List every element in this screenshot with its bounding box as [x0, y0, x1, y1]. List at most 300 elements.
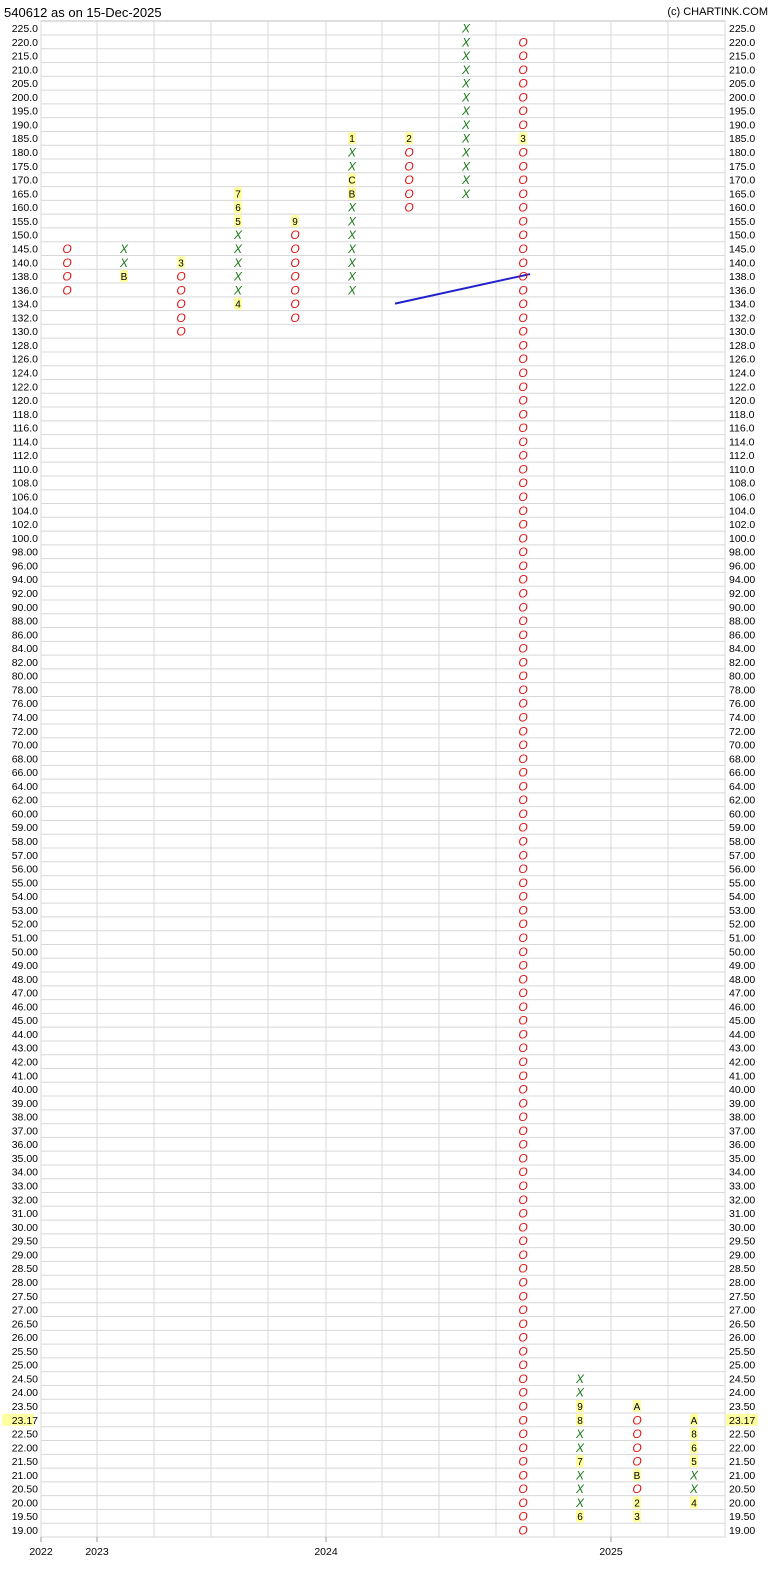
x-mark: X: [233, 228, 243, 243]
y-tick-label-right: 53.00: [729, 904, 756, 917]
y-tick-label-right: 108.0: [729, 477, 756, 490]
month-marker: 2: [634, 1498, 640, 1510]
o-mark: O: [518, 1110, 528, 1125]
month-marker: 9: [577, 1402, 583, 1413]
o-mark: O: [632, 1440, 642, 1455]
y-tick-label-left: 23.50: [11, 1401, 38, 1413]
o-mark: O: [518, 1330, 528, 1345]
y-tick-label-left: 32.00: [11, 1194, 38, 1207]
y-tick-label-right: 60.00: [729, 808, 756, 821]
x-mark: X: [119, 255, 129, 270]
o-mark: O: [518, 958, 528, 973]
o-mark: O: [518, 1137, 528, 1152]
y-tick-label-right: 34.00: [729, 1166, 756, 1179]
y-tick-label-left: 34.00: [11, 1166, 38, 1179]
y-axis-right: [726, 23, 758, 1537]
y-tick-label-right: 185.0: [729, 133, 756, 146]
o-mark: O: [518, 297, 528, 312]
y-tick-label-left: 28.00: [11, 1276, 38, 1289]
y-tick-label-left: 44.00: [11, 1028, 38, 1041]
month-marker: 9: [292, 216, 298, 228]
o-mark: O: [518, 641, 528, 656]
y-tick-label-left: 205.0: [11, 78, 38, 91]
o-mark: O: [404, 200, 414, 215]
o-mark: O: [518, 214, 528, 229]
o-mark: O: [518, 1096, 528, 1111]
y-tick-label-left: 94.00: [11, 574, 38, 587]
x-mark: X: [461, 145, 471, 160]
y-tick-label-left: 20.50: [11, 1483, 38, 1496]
y-tick-label-right: 41.00: [729, 1070, 756, 1083]
o-mark: O: [518, 379, 528, 394]
y-tick-label-left: 51.00: [11, 932, 38, 945]
o-mark: O: [404, 145, 414, 160]
o-mark: O: [518, 1261, 528, 1276]
y-tick-label-left: 28.50: [11, 1263, 38, 1276]
y-tick-label-left: 88.00: [11, 615, 38, 628]
y-tick-label-right: 130.0: [729, 326, 756, 339]
o-mark: O: [632, 1454, 642, 1469]
o-mark: O: [62, 269, 72, 284]
o-mark: O: [518, 1399, 528, 1414]
o-mark: O: [518, 462, 528, 477]
y-tick-label-left: 25.50: [11, 1345, 38, 1358]
o-mark: O: [518, 1316, 528, 1331]
o-mark: O: [518, 696, 528, 711]
o-mark: O: [518, 421, 528, 436]
y-tick-label-right: 80.00: [729, 670, 756, 683]
y-tick-label-right: 66.00: [729, 767, 756, 780]
o-mark: O: [290, 255, 300, 270]
o-mark: O: [518, 710, 528, 725]
o-mark: O: [518, 1055, 528, 1069]
o-mark: O: [290, 297, 300, 312]
y-tick-label-right: 118.0: [729, 408, 755, 421]
y-tick-label-left: 200.0: [11, 91, 38, 104]
y-tick-label-right: 46.00: [729, 1001, 756, 1014]
o-mark: O: [518, 145, 528, 160]
o-mark: O: [518, 545, 528, 560]
o-mark: O: [176, 269, 186, 284]
x-mark: X: [461, 186, 471, 201]
x-tick-label: 2024: [314, 1546, 338, 1559]
y-tick-label-left: 215.0: [11, 50, 38, 63]
y-axis-left: [2, 23, 38, 1537]
y-tick-label-right: 120.0: [729, 395, 756, 408]
y-tick-label-right: 200.0: [729, 91, 756, 104]
y-tick-label-left: 27.00: [11, 1304, 38, 1317]
y-tick-label-left: 64.00: [11, 780, 38, 793]
y-tick-label-left: 72.00: [11, 725, 38, 738]
y-tick-label-right: 225.0: [729, 23, 756, 35]
y-tick-label-left: 37.00: [11, 1125, 38, 1138]
y-tick-label-right: 145.0: [729, 243, 756, 256]
x-mark: X: [347, 228, 357, 243]
y-tick-label-right: 72.00: [729, 725, 756, 738]
y-tick-label-left: 122.0: [11, 381, 38, 394]
month-marker: 4: [235, 299, 241, 311]
o-mark: O: [518, 1068, 528, 1083]
y-tick-label-right: 45.00: [729, 1015, 756, 1028]
y-tick-label-right: 55.00: [729, 877, 756, 890]
y-tick-label-right: 64.00: [729, 780, 756, 793]
y-tick-label-right: 31.00: [729, 1208, 756, 1221]
y-tick-label-left: 24.00: [11, 1387, 38, 1400]
o-mark: O: [62, 283, 72, 298]
o-mark: O: [62, 241, 72, 256]
y-tick-label-left: 108.0: [11, 477, 38, 490]
y-tick-label-right: 92.00: [729, 587, 756, 600]
y-tick-label-left: 23.17: [11, 1414, 38, 1427]
y-tick-label-right: 102.0: [729, 519, 756, 532]
month-marker: B: [348, 189, 356, 201]
o-mark: O: [62, 255, 72, 270]
y-tick-label-right: 94.00: [729, 574, 756, 587]
o-mark: O: [518, 1192, 528, 1207]
y-tick-label-right: 150.0: [729, 229, 756, 242]
y-tick-label-right: 84.00: [729, 643, 756, 656]
y-tick-label-left: 185.0: [11, 133, 38, 146]
y-tick-label-left: 126.0: [11, 353, 38, 366]
y-tick-label-left: 98.00: [11, 546, 38, 559]
y-tick-label-left: 175.0: [11, 160, 38, 173]
y-tick-label-right: 40.00: [729, 1084, 756, 1097]
o-mark: O: [518, 669, 528, 684]
y-tick-label-left: 29.50: [11, 1235, 38, 1248]
y-tick-label-left: 138.0: [11, 271, 38, 284]
o-mark: O: [176, 324, 186, 339]
o-mark: O: [518, 1440, 528, 1455]
o-mark: O: [518, 448, 528, 463]
month-marker: B: [633, 1470, 641, 1482]
y-tick-label-right: 195.0: [729, 105, 756, 118]
o-mark: O: [518, 999, 528, 1014]
month-marker: 3: [634, 1512, 640, 1524]
y-tick-label-right: 122.0: [729, 381, 756, 394]
y-tick-label-left: 100.0: [11, 532, 38, 545]
y-tick-label-right: 37.00: [729, 1125, 756, 1138]
y-tick-label-left: 80.00: [11, 670, 38, 683]
y-tick-label-right: 24.00: [729, 1387, 756, 1400]
o-mark: O: [518, 1385, 528, 1400]
y-tick-label-right: 126.0: [729, 353, 756, 366]
y-tick-label-right: 52.00: [729, 918, 756, 931]
x-mark: X: [347, 269, 357, 284]
y-tick-label-left: 112.0: [12, 450, 38, 463]
y-tick-label-right: 35.00: [729, 1152, 756, 1165]
y-tick-label-right: 86.00: [729, 629, 756, 642]
o-mark: O: [518, 600, 528, 615]
o-mark: O: [176, 283, 186, 298]
chart-title: 540612 as on 15-Dec-2025: [4, 5, 162, 20]
y-tick-label-right: 106.0: [729, 491, 756, 504]
x-mark: X: [347, 214, 357, 229]
y-tick-label-right: 88.00: [729, 615, 756, 628]
y-tick-label-left: 150.0: [11, 229, 38, 242]
grid-lines: [41, 21, 725, 1537]
o-mark: O: [518, 751, 528, 766]
o-mark: O: [518, 200, 528, 215]
o-mark: O: [518, 1344, 528, 1359]
y-tick-label-right: 20.50: [729, 1483, 756, 1496]
o-mark: O: [518, 228, 528, 243]
o-mark: O: [518, 352, 528, 367]
month-marker: 6: [235, 203, 241, 215]
month-marker: 5: [235, 216, 241, 228]
month-marker: 6: [691, 1443, 697, 1455]
y-tick-label-left: 21.00: [11, 1469, 38, 1482]
o-mark: O: [518, 269, 528, 284]
o-mark: O: [518, 889, 528, 904]
y-tick-label-left: 25.00: [11, 1359, 38, 1372]
y-tick-label-left: 35.00: [11, 1152, 38, 1165]
y-tick-label-left: 21.50: [11, 1456, 38, 1469]
y-tick-label-right: 98.00: [729, 546, 756, 559]
o-mark: O: [518, 407, 528, 422]
y-tick-label-right: 124.0: [729, 367, 756, 380]
y-tick-label-right: 114.0: [729, 436, 755, 449]
y-tick-label-right: 48.00: [729, 973, 756, 986]
y-tick-label-left: 45.00: [11, 1015, 38, 1028]
month-marker: 2: [406, 134, 412, 146]
x-mark: X: [461, 104, 471, 119]
o-mark: O: [518, 820, 528, 835]
o-mark: O: [518, 1041, 528, 1056]
o-mark: O: [518, 117, 528, 132]
o-mark: O: [518, 1179, 528, 1194]
o-mark: O: [290, 269, 300, 284]
month-marker: 1: [349, 134, 355, 146]
o-mark: O: [518, 159, 528, 174]
x-mark: X: [575, 1440, 585, 1455]
y-tick-label-right: 26.50: [729, 1318, 756, 1331]
o-mark: O: [518, 1427, 528, 1442]
y-tick-label-right: 32.00: [729, 1194, 756, 1207]
y-tick-label-left: 118.0: [12, 408, 38, 421]
y-tick-label-right: 128.0: [729, 339, 756, 352]
y-tick-label-right: 25.00: [729, 1359, 756, 1372]
month-marker: C: [348, 175, 356, 187]
y-tick-label-right: 62.00: [729, 794, 756, 807]
y-tick-label-right: 100.0: [729, 532, 756, 545]
x-mark: X: [575, 1371, 585, 1386]
o-mark: O: [518, 793, 528, 808]
y-tick-label-left: 22.50: [11, 1428, 38, 1441]
month-marker: A: [690, 1415, 698, 1427]
y-tick-label-left: 96.00: [11, 560, 38, 573]
y-tick-label-left: 62.00: [11, 794, 38, 807]
o-mark: O: [518, 1289, 528, 1304]
o-mark: O: [518, 1454, 528, 1469]
y-tick-label-left: 53.00: [11, 904, 38, 917]
o-mark: O: [518, 517, 528, 532]
y-tick-label-right: 132.0: [729, 312, 756, 325]
x-mark: X: [347, 241, 357, 256]
y-tick-label-left: 39.00: [11, 1097, 38, 1110]
y-tick-label-right: 160.0: [729, 202, 756, 215]
y-tick-label-right: 90.00: [729, 601, 756, 614]
y-tick-label-left: 128.0: [11, 339, 38, 352]
o-mark: O: [518, 393, 528, 408]
o-mark: O: [518, 1027, 528, 1042]
x-mark: X: [461, 159, 471, 174]
o-mark: O: [518, 1358, 528, 1373]
y-tick-label-left: 165.0: [11, 188, 38, 201]
y-tick-label-left: 92.00: [11, 587, 38, 600]
x-mark: X: [461, 21, 471, 36]
y-tick-label-right: 96.00: [729, 560, 756, 573]
y-tick-label-left: 104.0: [11, 505, 38, 518]
o-mark: O: [518, 1523, 528, 1538]
y-tick-label-right: 20.00: [729, 1497, 756, 1510]
o-mark: O: [518, 1082, 528, 1097]
y-tick-label-left: 180.0: [11, 147, 38, 160]
y-tick-label-right: 51.00: [729, 932, 756, 945]
y-tick-label-left: 46.00: [11, 1001, 38, 1014]
o-mark: O: [518, 1482, 528, 1497]
trendline-segment: [395, 274, 530, 304]
y-tick-label-right: 47.00: [729, 987, 756, 1000]
y-tick-label-right: 165.0: [729, 188, 756, 201]
o-mark: O: [518, 173, 528, 188]
y-tick-label-left: 210.0: [11, 64, 38, 77]
o-mark: O: [518, 862, 528, 877]
x-mark: X: [689, 1468, 699, 1483]
y-tick-label-left: 47.00: [11, 987, 38, 1000]
x-mark: X: [689, 1482, 699, 1497]
y-tick-label-right: 28.50: [729, 1263, 756, 1276]
y-tick-label-left: 57.00: [11, 849, 38, 862]
o-mark: O: [518, 255, 528, 270]
y-tick-label-left: 50.00: [11, 946, 38, 959]
y-tick-label-left: 70.00: [11, 739, 38, 752]
o-mark: O: [518, 90, 528, 105]
y-tick-label-left: 60.00: [11, 808, 38, 821]
o-mark: O: [518, 1509, 528, 1524]
y-tick-label-left: 41.00: [11, 1070, 38, 1083]
month-marker: 8: [577, 1415, 583, 1427]
y-tick-label-right: 76.00: [729, 698, 756, 711]
x-mark: X: [461, 173, 471, 188]
o-mark: O: [518, 366, 528, 380]
o-mark: O: [518, 531, 528, 546]
o-mark: O: [518, 1151, 528, 1166]
y-tick-label-left: 43.00: [11, 1042, 38, 1055]
y-tick-label-left: 59.00: [11, 822, 38, 835]
y-tick-label-right: 23.50: [729, 1401, 756, 1413]
y-tick-label-right: 104.0: [729, 505, 756, 518]
y-tick-label-right: 23.17: [729, 1414, 756, 1427]
y-tick-label-left: 42.00: [11, 1056, 38, 1069]
o-mark: O: [176, 297, 186, 312]
y-tick-label-right: 27.50: [729, 1290, 756, 1303]
o-mark: O: [518, 903, 528, 918]
y-tick-label-left: 66.00: [11, 767, 38, 780]
o-mark: O: [290, 241, 300, 256]
month-marker: 3: [520, 134, 526, 146]
y-tick-label-left: 29.00: [11, 1249, 38, 1262]
y-tick-label-right: 50.00: [729, 946, 756, 959]
y-tick-label-left: 145.0: [11, 243, 38, 256]
y-tick-label-left: 24.50: [11, 1373, 38, 1386]
o-mark: O: [518, 338, 528, 353]
o-mark: O: [518, 655, 528, 670]
y-tick-label-right: 29.50: [729, 1235, 756, 1248]
y-tick-label-left: 136.0: [11, 284, 38, 297]
o-mark: O: [518, 972, 528, 987]
y-tick-label-left: 48.00: [11, 973, 38, 986]
y-tick-label-right: 78.00: [729, 684, 756, 697]
o-mark: O: [518, 875, 528, 890]
y-tick-label-left: 190.0: [11, 119, 38, 132]
y-tick-label-right: 190.0: [729, 119, 756, 132]
x-mark: X: [461, 131, 471, 146]
x-mark: X: [233, 241, 243, 256]
y-tick-label-left: 130.0: [11, 326, 38, 339]
o-mark: O: [518, 806, 528, 821]
o-mark: O: [290, 228, 300, 243]
o-mark: O: [518, 76, 528, 91]
y-tick-label-left: 106.0: [11, 491, 38, 504]
o-mark: O: [518, 1165, 528, 1180]
month-marker: 8: [691, 1429, 697, 1441]
y-tick-label-left: 22.00: [11, 1442, 38, 1455]
y-tick-label-left: 33.00: [11, 1180, 38, 1193]
y-tick-label-right: 175.0: [729, 160, 756, 173]
y-tick-label-right: 110.0: [729, 463, 755, 476]
y-tick-label-right: 26.00: [729, 1332, 756, 1345]
y-tick-label-right: 27.00: [729, 1304, 756, 1317]
y-tick-label-right: 140.0: [729, 257, 756, 270]
y-tick-label-right: 56.00: [729, 863, 756, 876]
o-mark: O: [518, 930, 528, 945]
y-tick-label-right: 220.0: [729, 36, 756, 49]
y-tick-label-left: 56.00: [11, 863, 38, 876]
o-mark: O: [518, 986, 528, 1001]
y-tick-label-left: 20.00: [11, 1497, 38, 1510]
month-marker: A: [633, 1402, 641, 1413]
o-mark: O: [290, 310, 300, 325]
y-tick-label-left: 90.00: [11, 601, 38, 614]
o-mark: O: [632, 1482, 642, 1497]
o-mark: O: [518, 503, 528, 518]
y-tick-label-left: 68.00: [11, 753, 38, 766]
y-tick-label-right: 112.0: [729, 450, 755, 463]
y-tick-label-right: 25.50: [729, 1345, 756, 1358]
y-tick-label-right: 205.0: [729, 78, 756, 91]
y-tick-label-right: 42.00: [729, 1056, 756, 1069]
o-mark: O: [518, 310, 528, 325]
y-tick-label-left: 84.00: [11, 643, 38, 656]
y-tick-label-left: 120.0: [11, 395, 38, 408]
o-mark: O: [404, 186, 414, 201]
y-tick-label-left: 134.0: [11, 298, 38, 311]
x-mark: X: [233, 255, 243, 270]
o-mark: O: [518, 1413, 528, 1428]
y-tick-label-left: 76.00: [11, 698, 38, 711]
y-tick-label-left: 30.00: [11, 1221, 38, 1234]
x-mark: X: [461, 90, 471, 105]
o-mark: O: [518, 49, 528, 64]
o-mark: O: [518, 1468, 528, 1483]
o-mark: O: [518, 1495, 528, 1510]
y-tick-label-left: 110.0: [12, 463, 38, 476]
y-tick-label-left: 86.00: [11, 629, 38, 642]
y-tick-label-left: 78.00: [11, 684, 38, 697]
month-marker: 5: [691, 1457, 697, 1469]
o-mark: O: [518, 490, 528, 505]
o-mark: O: [518, 724, 528, 739]
